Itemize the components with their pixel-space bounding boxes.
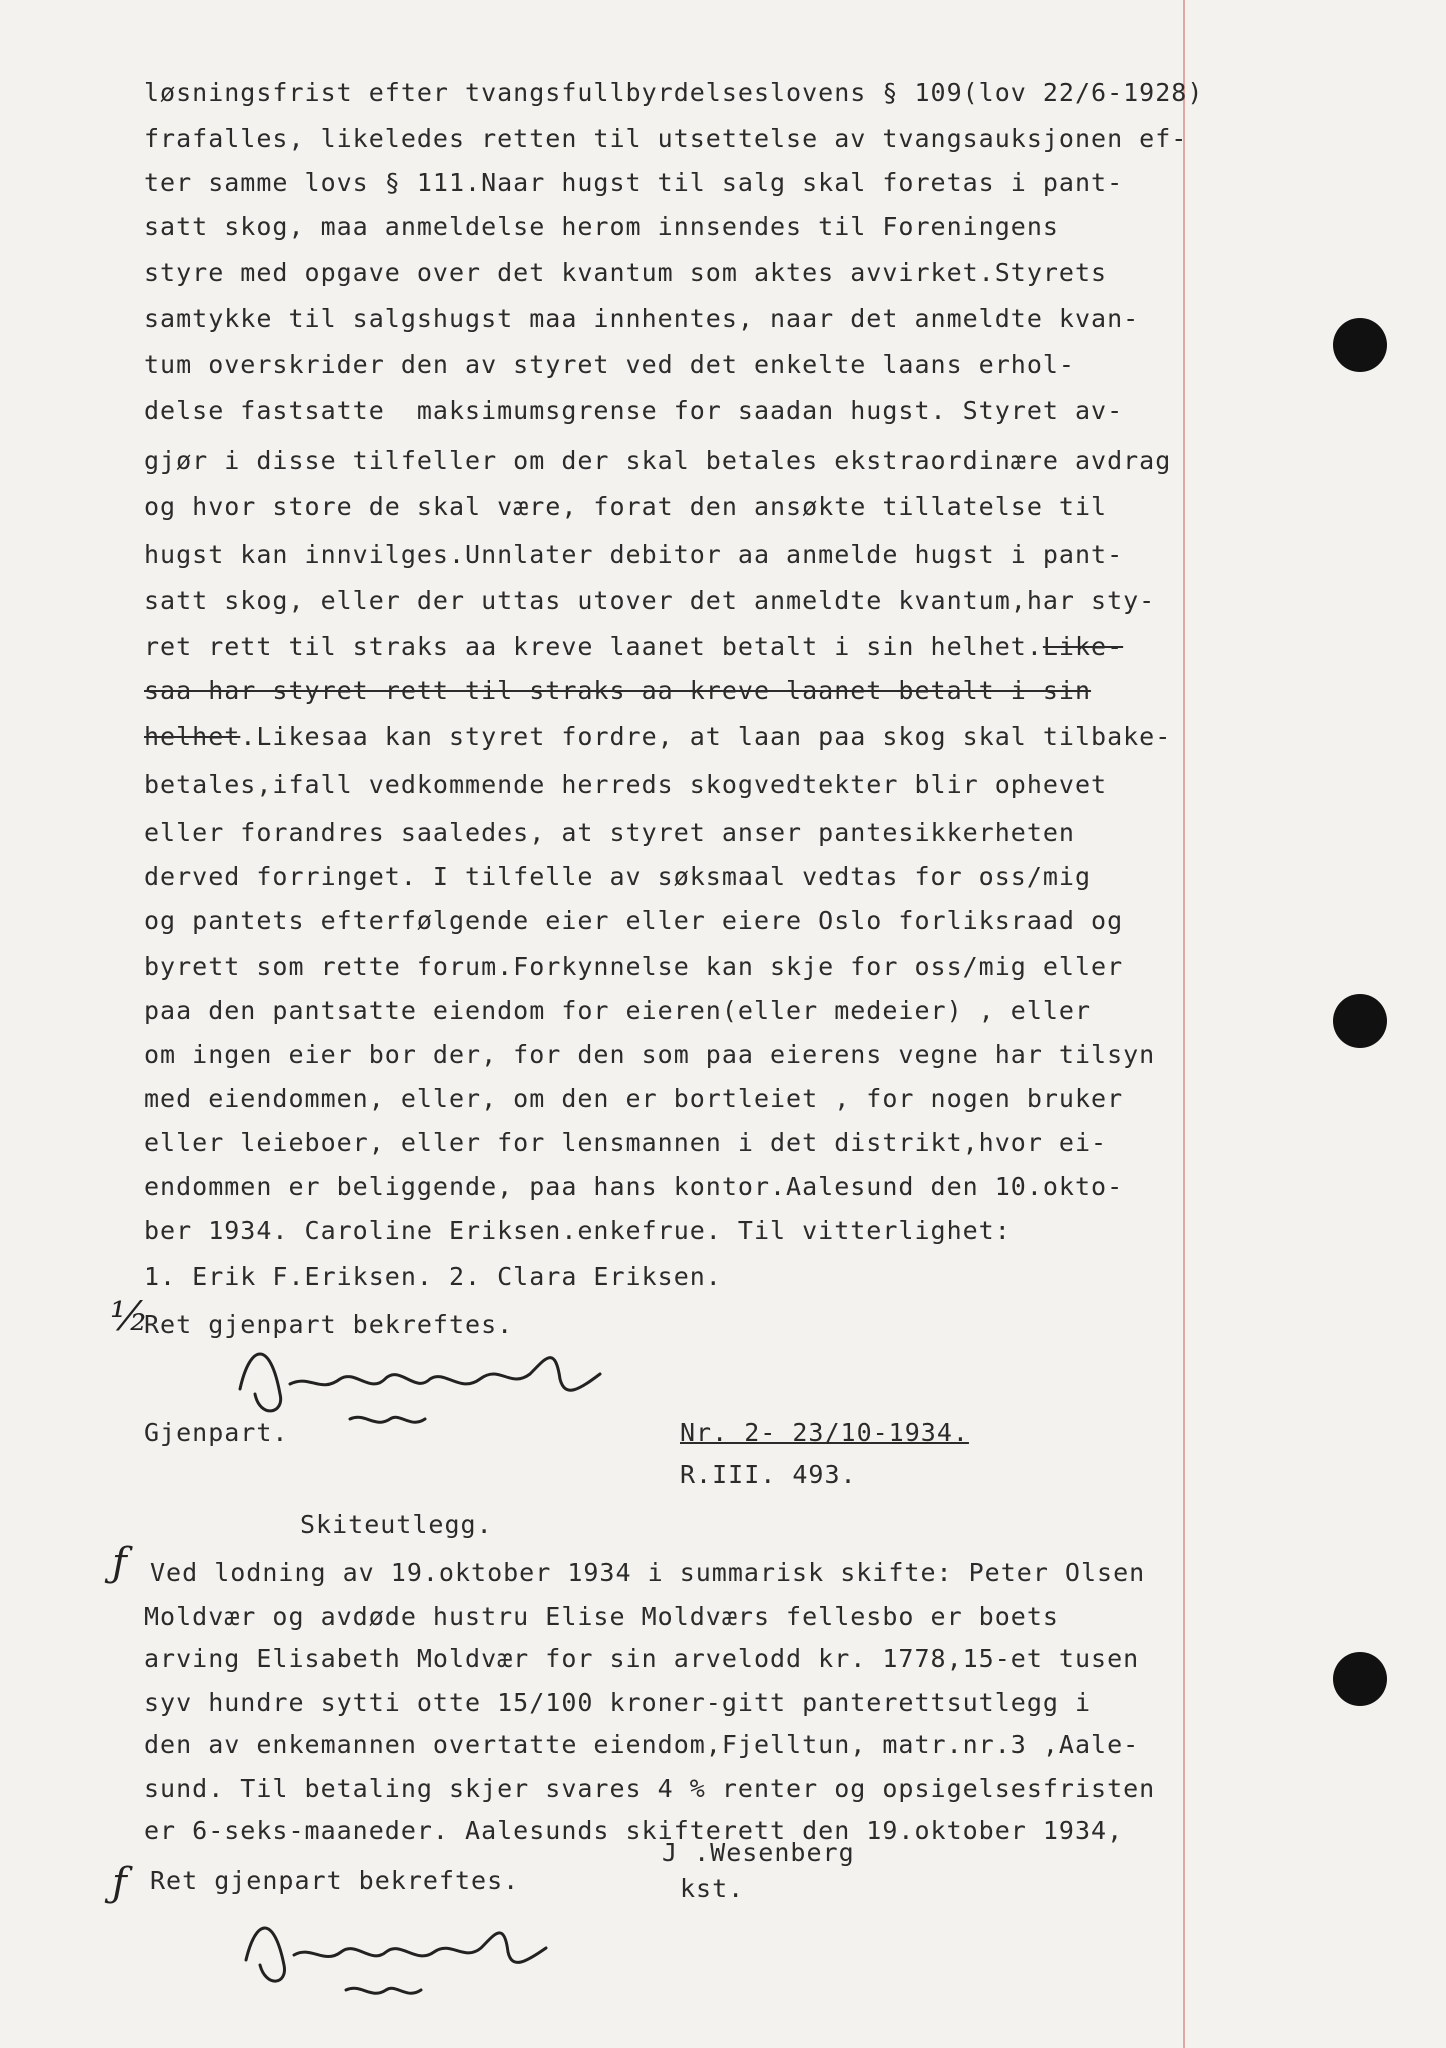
text-fragment: er 6-seks-maaneder. Aalesunds skifterett den 19.oktober 1934,	[144, 1816, 1124, 1845]
text-fragment: den av enkemannen overtatte eiendom,Fjelltun, matr.nr.3 ,Aale-	[144, 1730, 1140, 1759]
text-line	[144, 722, 1171, 751]
text-line	[144, 632, 1123, 661]
text-fragment: sund. Til betaling skjer svares 4 % renter og opsigelsesfristen	[144, 1774, 1156, 1803]
punch-hole	[1333, 318, 1387, 372]
text-line	[144, 492, 1107, 521]
text-line	[144, 586, 1155, 615]
text-fragment: gjør i disse tilfeller om der skal betales ekstraordinære avdrag	[144, 446, 1172, 475]
text-line	[144, 124, 1187, 153]
text-line: og pantets efterfølgende eier eller eiere Oslo forliksraad og	[144, 906, 1124, 935]
text-line: med eiendommen, eller, om den er bortleiet , for nogen bruker	[144, 1084, 1124, 1113]
text-line	[144, 446, 1171, 475]
text-line: endommen er beliggende, paa hans kontor.Aalesund den 10.okto-	[144, 1172, 1124, 1201]
text-line	[144, 1816, 1123, 1845]
punch-hole	[1333, 994, 1387, 1048]
text-fragment: frafalles, likeledes retten til utsettelse av tvangsauksjonen ef-	[144, 124, 1188, 153]
certification-line: Ret gjenpart bekreftes.	[144, 1310, 514, 1339]
text-fragment: løsningsfrist efter tvangsfullbyrdelseslovens § 109(lov 22/6-1928)	[144, 78, 1204, 107]
gjenpart-label: Gjenpart.	[144, 1418, 289, 1447]
signature-1	[230, 1334, 630, 1444]
text-fragment: .Likesaa kan styret fordre, at laan paa skog skal tilbake-	[240, 722, 1172, 751]
text-fragment: tum overskrider den av styret ved det enkelte laans erhol-	[144, 350, 1075, 379]
margin-initial-mark: ƒ	[112, 1540, 127, 1586]
text-line	[144, 1774, 1155, 1803]
register-reference: R.III. 493.	[680, 1460, 857, 1489]
text-line	[144, 1644, 1139, 1673]
text-fragment: samtykke til salgshugst maa innhentes, naar det anmeldte kvan-	[144, 304, 1140, 333]
struck-text: saa har styret rett til straks aa kreve laanet betalt i sin	[144, 676, 1092, 705]
text-line	[144, 304, 1139, 333]
signer-name: J .Wesenberg	[662, 1838, 855, 1867]
margin-initial-mark: ƒ	[112, 1860, 127, 1906]
text-fragment: satt skog, eller der uttas utover det anmeldte kvantum,har sty-	[144, 586, 1156, 615]
text-line	[144, 1602, 1059, 1631]
section-heading: Skiteutlegg.	[300, 1510, 493, 1539]
text-line: byrett som rette forum.Forkynnelse kan skje for oss/mig eller	[144, 952, 1124, 981]
signature-2	[236, 1910, 596, 2010]
text-line: 1. Erik F.Eriksen. 2. Clara Eriksen.	[144, 1262, 722, 1291]
text-line: om ingen eier bor der, for den som paa eierens vegne har tilsyn	[144, 1040, 1156, 1069]
text-fragment: hugst kan innvilges.Unnlater debitor aa anmelde hugst i pant-	[144, 540, 1124, 569]
punch-hole	[1333, 1652, 1387, 1706]
text-line	[144, 212, 1059, 241]
text-line: derved forringet. I tilfelle av søksmaal vedtas for oss/mig	[144, 862, 1092, 891]
text-line: eller forandres saaledes, at styret anser pantesikkerheten	[144, 818, 1075, 847]
text-line: betales,ifall vedkommende herreds skogvedtekter blir ophevet	[144, 770, 1108, 799]
text-line	[144, 168, 1123, 197]
text-fragment: ret rett til straks aa kreve laanet betalt i sin helhet.	[144, 632, 1043, 661]
text-line	[144, 1730, 1139, 1759]
text-fragment: Ved lodning av 19.oktober 1934 i summarisk skifte: Peter Olsen	[150, 1558, 1146, 1587]
case-number: Nr. 2- 23/10-1934.	[680, 1418, 969, 1447]
signer-title: kst.	[680, 1874, 745, 1903]
text-fragment: arving Elisabeth Moldvær for sin arvelodd kr. 1778,15-et tusen	[144, 1644, 1140, 1673]
text-fragment: syv hundre sytti otte 15/100 kroner-gitt panterettsutlegg i	[144, 1688, 1092, 1717]
text-fragment: styre med opgave over det kvantum som aktes avvirket.Styrets	[144, 258, 1108, 287]
margin-initial-mark: ½	[110, 1294, 149, 1340]
text-line	[144, 1688, 1091, 1717]
text-line	[144, 78, 1203, 107]
struck-text: Like-	[1042, 632, 1124, 661]
text-line	[144, 350, 1075, 379]
text-line	[144, 676, 1091, 705]
text-line: ber 1934. Caroline Eriksen.enkefrue. Til vitterlighet:	[144, 1216, 1011, 1245]
certification-line: Ret gjenpart bekreftes.	[150, 1866, 520, 1895]
text-fragment: ter samme lovs § 111.Naar hugst til salg skal foretas i pant-	[144, 168, 1124, 197]
text-line	[144, 396, 1123, 425]
text-line: paa den pantsatte eiendom for eieren(eller medeier) , eller	[144, 996, 1092, 1025]
text-fragment: Moldvær og avdøde hustru Elise Moldværs fellesbo er boets	[144, 1602, 1059, 1631]
text-fragment: delse fastsatte maksimumsgrense for saadan hugst. Styret av-	[144, 396, 1124, 425]
text-line	[150, 1558, 1145, 1587]
text-line	[144, 540, 1123, 569]
text-line	[144, 258, 1107, 287]
struck-text: helhet	[144, 722, 241, 751]
margin-rule	[1183, 0, 1185, 2048]
text-fragment: satt skog, maa anmeldelse herom innsendes til Foreningens	[144, 212, 1059, 241]
text-line: eller leieboer, eller for lensmannen i det distrikt,hvor ei-	[144, 1128, 1108, 1157]
text-fragment: og hvor store de skal være, forat den ansøkte tillatelse til	[144, 492, 1108, 521]
